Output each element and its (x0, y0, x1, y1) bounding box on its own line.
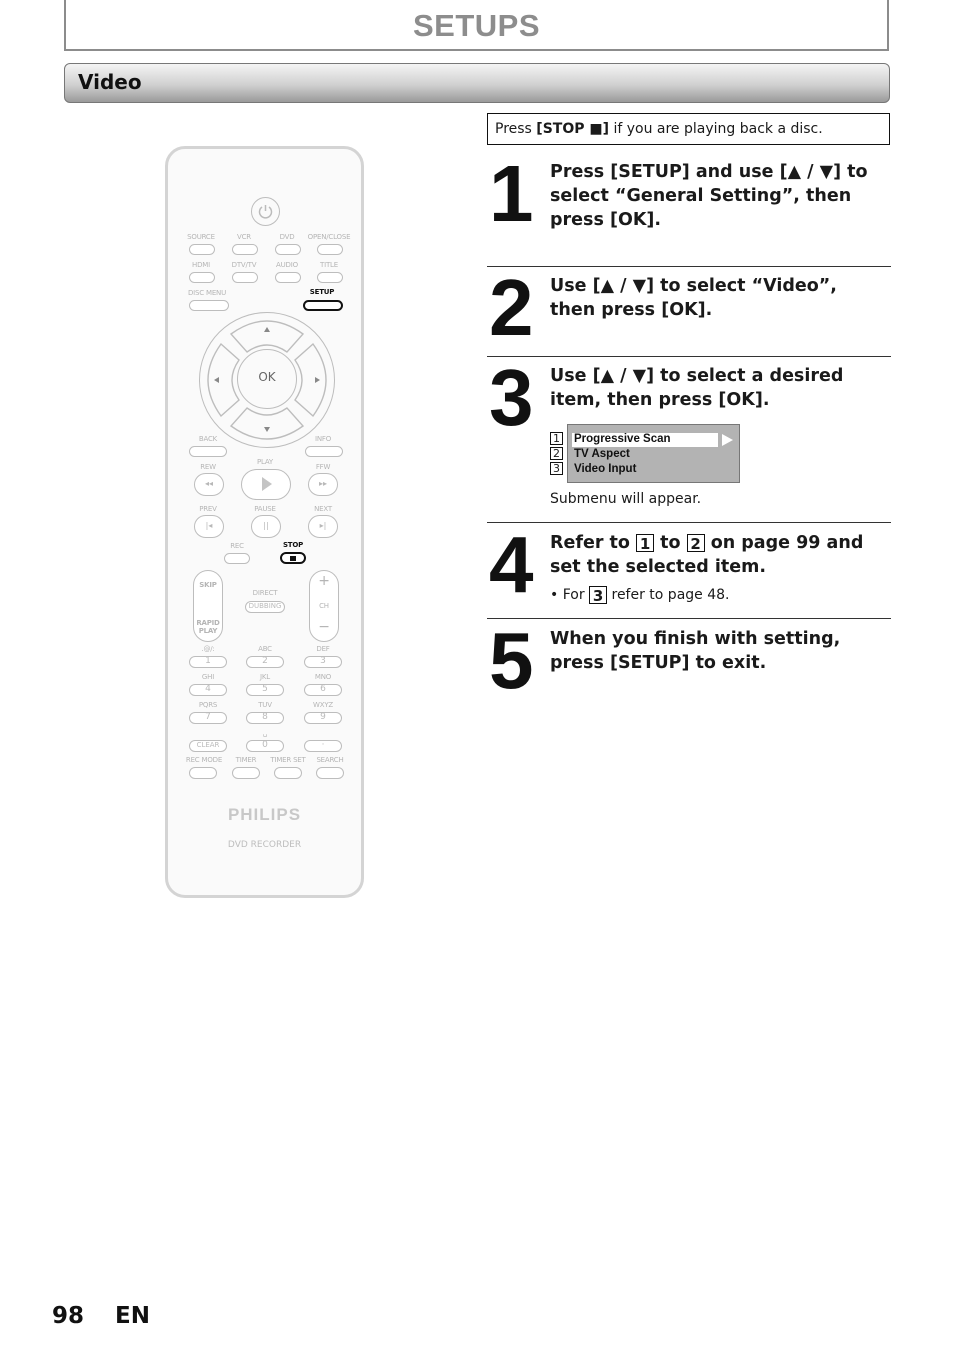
step-1 (487, 149, 891, 260)
remote-label-play: PLAY (256, 458, 273, 466)
numpad-label-7: PQRS (198, 701, 218, 709)
play-icon (256, 474, 276, 494)
language-code: EN (115, 1303, 150, 1329)
numpad-key-5: 5 (246, 684, 284, 696)
stop-notice-key: [STOP ■] (536, 121, 609, 137)
timer-button (232, 767, 260, 779)
step-5 (487, 616, 891, 707)
remote-label-rec: REC (230, 542, 244, 550)
remote-label-prev: PREV (199, 505, 217, 513)
stop-button (280, 552, 306, 564)
step4-text-a: Refer to (550, 533, 637, 553)
numpad-key-9: 9 (304, 712, 342, 724)
section-bar (64, 63, 890, 103)
step4-note-after: refer to page 48. (607, 587, 730, 603)
rew-button: ◂◂ (194, 473, 224, 496)
step-instruction: Use [▲ / ▼] to select “Video”, then press [OK]. (550, 276, 837, 320)
remote-label-rapid-play: RAPID PLAY (196, 619, 220, 635)
step-instruction: When you finish with setting, press [SETUP] to exit. (550, 629, 841, 673)
power-icon (256, 202, 275, 221)
boxed-number-2: 2 (687, 534, 705, 552)
menu-number-1: 1 (550, 432, 563, 445)
divider (487, 522, 891, 523)
remote-label-disc-menu: DISC MENU (187, 289, 227, 297)
dtv-tv-button (232, 272, 258, 283)
step-number: 5 (489, 616, 530, 705)
step-2 (487, 263, 891, 354)
menu-arrow-right-icon (722, 434, 733, 446)
step4-note-before: For (562, 587, 590, 603)
numpad-label-0: ␣ (262, 729, 268, 737)
remote-label-skip: SKIP (199, 581, 217, 589)
back-button (189, 446, 227, 457)
numpad-key-7: 7 (189, 712, 227, 724)
step4-text-b: to (654, 533, 687, 553)
step-instruction (550, 531, 880, 579)
remote-label-search: SEARCH (316, 756, 344, 764)
numpad-key-6: 6 (304, 684, 342, 696)
step-number: 3 (489, 353, 530, 442)
numpad-key-4: 4 (189, 684, 227, 696)
channel-plus-icon: + (318, 573, 330, 589)
info-button (305, 446, 343, 457)
clear-button: CLEAR (189, 740, 227, 752)
step-instruction: Use [▲ / ▼] to select a desired item, then press [OK]. (550, 366, 844, 410)
page-header-box (64, 0, 889, 51)
remote-label-dtv-tv: DTV/TV (231, 261, 257, 269)
remote-label-rec-mode: REC MODE (185, 756, 223, 764)
dvd-button (275, 244, 301, 255)
numpad-key-8: 8 (246, 712, 284, 724)
page-title: SETUPS (412, 8, 541, 43)
remote-label-next: NEXT (314, 505, 332, 513)
divider (487, 266, 891, 267)
direct-dubbing-button (245, 601, 285, 613)
menu-item-video-input: Video Input (574, 463, 637, 475)
remote-label-dubbing: DUBBING (248, 602, 282, 610)
next-button: ▸| (308, 515, 338, 538)
menu-item-progressive-scan: Progressive Scan (574, 433, 671, 445)
step-number: 1 (489, 149, 530, 238)
video-submenu-screen (550, 424, 740, 483)
remote-label-direct: DIRECT (252, 589, 278, 597)
remote-label-timer-set: TIMER SET (270, 756, 306, 764)
timer-set-button (274, 767, 302, 779)
rec-button (224, 553, 250, 564)
remote-label-back: BACK (198, 435, 218, 443)
submenu-note: Submenu will appear. (550, 491, 702, 507)
numpad-label-3: DEF (316, 645, 330, 653)
ffw-button: ▸▸ (308, 473, 338, 496)
boxed-number-1: 1 (636, 534, 654, 552)
remote-label-ffw: FFW (315, 463, 331, 471)
numpad-label-1: .@/: (201, 645, 215, 653)
section-title: Video (78, 70, 142, 94)
step4-note (550, 586, 730, 604)
remote-label-timer: TIMER (235, 756, 257, 764)
numpad-label-9: WXYZ (313, 701, 333, 709)
rec-mode-button (189, 767, 217, 779)
dot-button: · (304, 740, 342, 752)
disc-menu-button (189, 300, 229, 311)
search-button (316, 767, 344, 779)
remote-label-ch: CH (319, 602, 329, 610)
numpad-key-0: 0 (246, 740, 284, 752)
numpad-label-5: JKL (260, 673, 270, 681)
step-instruction: Press [SETUP] and use [▲ / ▼] to select “General Setting”, then press [OK]. (550, 162, 868, 230)
numpad-label-8: TUV (258, 701, 272, 709)
numpad-label-2: ABC (258, 645, 272, 653)
title-button (317, 272, 343, 283)
page-number: 98 (52, 1303, 85, 1329)
step-number: 2 (489, 263, 530, 352)
prev-button: |◂ (194, 515, 224, 538)
remote-label-hdmi: HDMI (192, 261, 210, 269)
ok-label: OK (258, 370, 276, 384)
model-label: DVD RECORDER (227, 840, 302, 850)
setup-button (303, 300, 343, 311)
remote-label-title: TITLE (320, 261, 338, 269)
remote-label-vcr: VCR (237, 233, 251, 241)
remote-label-source: SOURCE (187, 233, 215, 241)
philips-logo: PHILIPS (227, 805, 302, 824)
remote-label-open-close: OPEN/CLOSE (307, 233, 351, 241)
channel-minus-icon: − (318, 619, 330, 635)
remote-label-dvd: DVD (279, 233, 295, 241)
remote-label-rew: REW (200, 463, 216, 471)
stop-notice (487, 113, 890, 145)
step4-text-c: on page 99 and set the selected item. (550, 533, 864, 577)
boxed-number-3: 3 (589, 586, 607, 604)
numpad-label-4: GHI (201, 673, 215, 681)
remote-label-stop: STOP (282, 541, 304, 549)
divider (487, 618, 891, 619)
audio-button (275, 272, 301, 283)
source-button (189, 244, 215, 255)
hdmi-button (189, 272, 215, 283)
play-button (241, 469, 291, 500)
vcr-button (232, 244, 258, 255)
remote-label-info: INFO (314, 435, 332, 443)
bullet: • (550, 587, 559, 603)
pause-button: || (251, 515, 281, 538)
open-close-button (317, 244, 343, 255)
numpad-key-1: 1 (189, 656, 227, 668)
menu-item-numbers (550, 432, 564, 477)
step-number: 4 (489, 520, 530, 609)
remote-label-audio: AUDIO (276, 261, 298, 269)
nav-arrows-icon (199, 312, 335, 448)
stop-icon (290, 556, 296, 561)
menu-item-tv-aspect: TV Aspect (574, 448, 630, 460)
menu-number-3: 3 (550, 462, 563, 475)
menu-panel (567, 424, 740, 483)
numpad-key-3: 3 (304, 656, 342, 668)
remote-control-illustration (165, 146, 364, 898)
stop-notice-text-after: if you are playing back a disc. (609, 121, 823, 137)
remote-label-pause: PAUSE (254, 505, 276, 513)
remote-label-setup: SETUP (309, 288, 335, 296)
menu-number-2: 2 (550, 447, 563, 460)
divider (487, 356, 891, 357)
numpad-label-6: MNO (314, 673, 332, 681)
stop-notice-text-before: Press (495, 121, 537, 137)
numpad-key-2: 2 (246, 656, 284, 668)
